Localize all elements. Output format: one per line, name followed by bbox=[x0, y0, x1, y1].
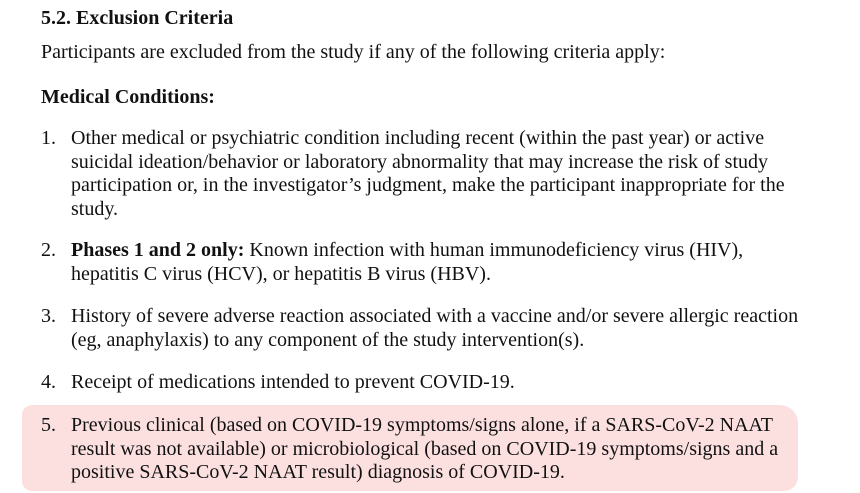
subsection-heading: Medical Conditions: bbox=[41, 86, 215, 108]
criterion-body: Other medical or psychiatric condition including recent (within the past year) or active suicidal ideation/behavior or laboratory abnormality that may increase the risk of study participation or, in the investigator’s judgment, make the participant inappropriate for the study. bbox=[71, 127, 785, 220]
criterion-body: Previous clinical (based on COVID-19 symptoms/signs alone, if a SARS-CoV-2 NAAT result was not available) or microbiological (based on COVID-19 symptoms/signs and a positive SARS-CoV-2 NAAT result) diagnosis of COVID-19. bbox=[71, 414, 779, 483]
criterion-text bbox=[71, 371, 801, 395]
criterion-text bbox=[71, 414, 801, 485]
criterion-text bbox=[71, 239, 801, 286]
intro-paragraph: Participants are excluded from the study if any of the following criteria apply: bbox=[41, 41, 666, 63]
criterion-text bbox=[71, 127, 801, 221]
criterion-number: 1. bbox=[41, 127, 56, 149]
criterion-prefix: Phases 1 and 2 only: bbox=[71, 239, 245, 261]
criterion-item-3 bbox=[41, 305, 801, 352]
criterion-item-1 bbox=[41, 127, 801, 221]
criterion-item-2 bbox=[41, 239, 801, 286]
criterion-number: 2. bbox=[41, 239, 56, 261]
section-heading: 5.2. Exclusion Criteria bbox=[41, 7, 234, 29]
criterion-number: 3. bbox=[41, 305, 56, 327]
criterion-body: Receipt of medications intended to prevent COVID-19. bbox=[71, 371, 515, 393]
criterion-number: 5. bbox=[41, 414, 56, 436]
criterion-number: 4. bbox=[41, 371, 56, 393]
criterion-item-5 bbox=[41, 414, 801, 485]
criterion-body: History of severe adverse reaction associated with a vaccine and/or severe allergic reaction (eg, anaphylaxis) to any component of the study intervention(s). bbox=[71, 305, 799, 351]
criterion-item-4 bbox=[41, 371, 801, 395]
criterion-body: Known infection with human immunodeficiency virus (HIV), hepatitis C virus (HCV), or hepatitis B virus (HBV). bbox=[71, 239, 744, 285]
criterion-text bbox=[71, 305, 801, 352]
